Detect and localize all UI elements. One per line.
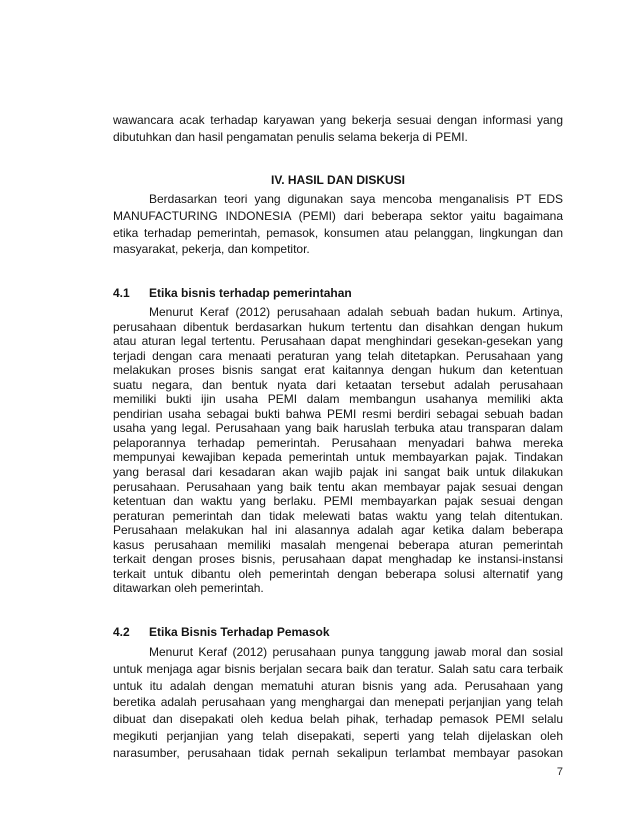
text-line: untuk itu adalah dengan mematuhi aturan bisnis yang ada. Perusahaan yang: [113, 678, 563, 693]
text-line: Menurut Keraf (2012) perusahaan adalah sebuah badan hukum. Artinya,: [149, 305, 563, 319]
section-heading: [113, 285, 563, 302]
text-line: perusahaan. Perusahaan yang baik tentu akan membayar pajak sesuai dengan: [113, 479, 563, 494]
section-number: 4.2: [113, 625, 130, 639]
text-line: peraturan pemerintah dan tidak melewati batas waktu yang telah ditentukan.: [113, 508, 563, 523]
text-line: ketentuan dan waktu yang berlaku. PEMI membayarkan pajak sesuai dengan: [113, 494, 563, 509]
continued-paragraph: [113, 112, 563, 146]
text-line: Perusahaan melakukan hal ini alasannya adalah agar ketika dalam beberapa: [113, 523, 563, 538]
page-number: 7: [556, 766, 563, 778]
section-title: Etika Bisnis Terhadap Pemasok: [149, 625, 330, 639]
text-line: suatu negara, dan bentuk nyata dari ketaatan tersebut adalah perusahaan: [113, 377, 563, 392]
text-line: wawancara acak terhadap karyawan yang bekerja sesuai dengan informasi yang: [113, 113, 563, 127]
text-line: terkait untuk dibantu oleh pemerintah dengan beberapa solusi alternatif yang: [113, 566, 563, 581]
text-line: kasus perusahaan memiliki masalah mengenai beberapa aturan pemerintah: [113, 537, 563, 552]
text-line: atau aturan legal tertentu. Perusahaan dapat menghindari gesekan-gesekan yang: [113, 334, 563, 349]
text-line: pelaporannya terhadap pemerintah. Perusahaan menyadari bahwa mereka: [113, 435, 563, 450]
text-line: Berdasarkan teori yang digunakan saya mencoba menganalisis PT EDS: [149, 192, 563, 206]
text-line: ditawarkan oleh pemerintah.: [113, 581, 264, 596]
text-line: melakukan proses bisnis sangat erat kaitannya dengan hukum dan ketentuan: [113, 363, 563, 378]
chapter-intro-paragraph: [113, 191, 563, 258]
text-line: Menurut Keraf (2012) perusahaan punya tanggung jawab moral dan sosial: [149, 645, 563, 659]
text-line: masyarakat, pekerja, dan kompetitor.: [113, 242, 310, 257]
chapter-heading: IV. HASIL DAN DISKUSI: [270, 173, 406, 187]
text-line: perusahaan dibentuk berdasarkan hukum tertentu dan disahkan dengan hukum: [113, 319, 563, 334]
text-line: untuk menjaga agar bisnis berjalan secara baik dan teratur. Salah satu cara terbaik: [113, 661, 563, 676]
text-line: memiliki bukti ijin usaha PEMI dalam membangun usahanya memiliki akta: [113, 392, 563, 407]
section-heading: [113, 624, 563, 641]
text-line: terjadi dengan cara menaati peraturan yang telah ditetapkan. Perusahaan yang: [113, 348, 563, 363]
text-line: terkait dengan proses bisnis, perusahaan dapat menghadap ke instansi-instansi: [113, 552, 563, 567]
text-line: usaha yang legal. Perusahaan yang baik haruslah terbuka atau transparan dalam: [113, 421, 563, 436]
text-line: yang berasal dari kesadaran akan wajib pajak ini sangat baik untuk dilakukan: [113, 465, 563, 480]
text-line: beretika adalah perusahaan yang menghargai dan menepati perjanjian yang telah: [113, 695, 563, 710]
section-paragraph: [113, 644, 563, 762]
text-line: dibuat dan disepakati oleh kedua belah pihak, terhadap pemasok PEMI selalu: [113, 712, 563, 727]
text-line: etika terhadap pemerintah, pemasok, konsumen atau pelanggan, lingkungan dan: [113, 225, 563, 240]
section-title: Etika bisnis terhadap pemerintahan: [149, 286, 352, 300]
section-number: 4.1: [113, 286, 130, 300]
text-line: dibutuhkan dan hasil pengamatan penulis selama bekerja di PEMI.: [113, 129, 468, 144]
text-line: megikuti perjanjian yang telah disepakati, seperti yang telah dijelaskan oleh: [113, 728, 563, 743]
text-line: narasumber, perusahaan tidak pernah sekalipun terlambat membayar pasokan: [113, 745, 563, 760]
text-line: pendirian usaha sebagai bukti bahwa PEMI resmi berdiri sebagai sebuah badan: [113, 406, 563, 421]
text-line: MANUFACTURING INDONESIA (PEMI) dari beberapa sektor yaitu bagaimana: [113, 208, 563, 223]
text-line: mempunyai kewajiban kepada pemerintah untuk membayarkan pajak. Tindakan: [113, 450, 563, 465]
section-paragraph: [113, 305, 563, 596]
